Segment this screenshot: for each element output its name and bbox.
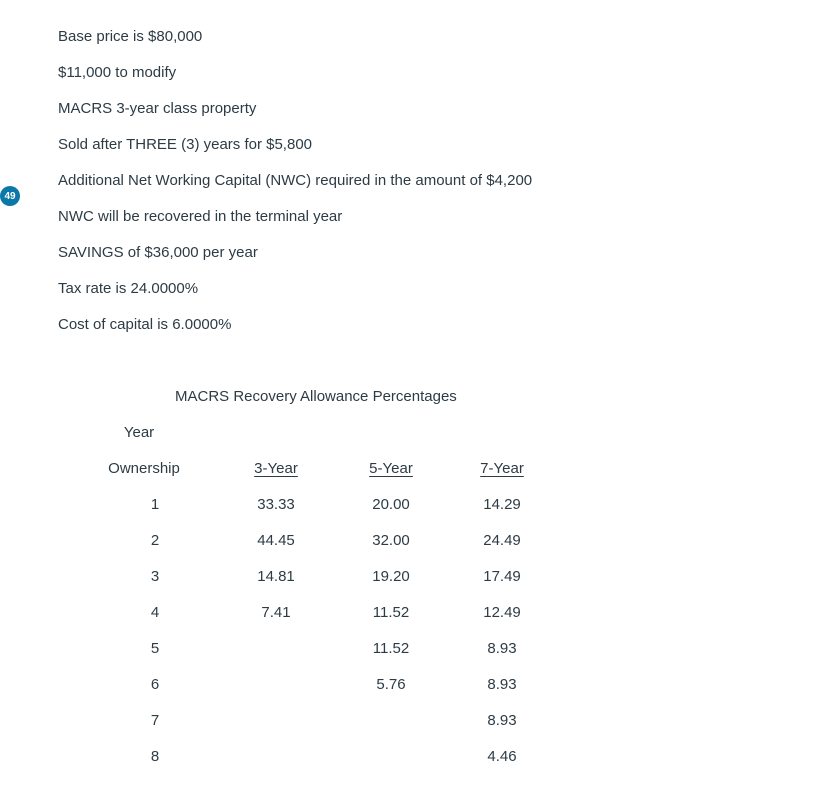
year-column-label: Year — [123, 424, 155, 441]
statement-line: Additional Net Working Capital (NWC) required in the amount of $4,200 — [58, 172, 533, 189]
column-header: 7-Year — [480, 460, 524, 477]
percentage-cell: 17.49 — [483, 568, 521, 585]
percentage-cell: 11.52 — [372, 604, 410, 621]
percentage-cell: 5.76 — [376, 676, 406, 693]
year-cell: 1 — [150, 496, 160, 513]
year-cell: 7 — [150, 712, 160, 729]
table-title: MACRS Recovery Allowance Percentages — [175, 388, 457, 405]
ownership-column-label: Ownership — [108, 460, 180, 477]
year-cell: 3 — [150, 568, 160, 585]
statement-line: SAVINGS of $36,000 per year — [58, 244, 258, 261]
statement-line: MACRS 3-year class property — [58, 100, 257, 117]
year-cell: 6 — [150, 676, 160, 693]
statement-line: $11,000 to modify — [58, 64, 177, 81]
percentage-cell: 32.00 — [372, 532, 410, 549]
percentage-cell: 14.81 — [257, 568, 295, 585]
year-cell: 2 — [150, 532, 160, 549]
percentage-cell: 7.41 — [261, 604, 291, 621]
percentage-cell: 24.49 — [483, 532, 521, 549]
percentage-cell: 8.93 — [487, 712, 517, 729]
statement-line: Tax rate is 24.0000% — [58, 280, 199, 297]
column-header: 3-Year — [254, 460, 298, 477]
year-cell: 4 — [150, 604, 160, 621]
year-cell: 8 — [150, 748, 160, 765]
question-number-badge: 49 — [0, 186, 20, 206]
percentage-cell: 14.29 — [483, 496, 521, 513]
percentage-cell: 44.45 — [257, 532, 295, 549]
statement-line: NWC will be recovered in the terminal year — [58, 208, 343, 225]
percentage-cell: 8.93 — [487, 640, 517, 657]
percentage-cell: 12.49 — [483, 604, 521, 621]
percentage-cell: 11.52 — [372, 640, 410, 657]
statement-line: Sold after THREE (3) years for $5,800 — [58, 136, 313, 153]
percentage-cell: 8.93 — [487, 676, 517, 693]
percentage-cell: 33.33 — [257, 496, 295, 513]
percentage-cell: 20.00 — [372, 496, 410, 513]
percentage-cell: 4.46 — [487, 748, 517, 765]
statement-line: Cost of capital is 6.0000% — [58, 316, 232, 333]
column-header: 5-Year — [369, 460, 413, 477]
statement-line: Base price is $80,000 — [58, 28, 203, 45]
year-cell: 5 — [150, 640, 160, 657]
percentage-cell: 19.20 — [372, 568, 410, 585]
